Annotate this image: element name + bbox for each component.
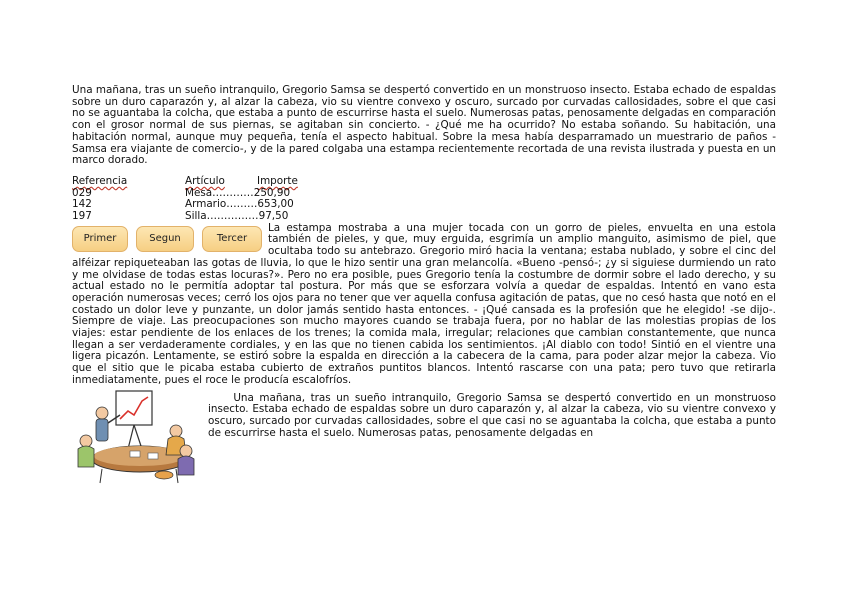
third-button[interactable]: Tercer (202, 226, 262, 252)
cell-amount: 250,90 (253, 186, 291, 199)
table-row (72, 211, 302, 223)
header-reference: Referencia (72, 174, 128, 187)
first-button[interactable]: Primer (72, 226, 128, 252)
cell-ref: 029 (72, 186, 92, 199)
paragraph-1: Una mañana, tras un sueño intranquilo, Gregorio Samsa se despertó convertido en un monstruoso insecto. Estaba echado de espaldas sobre un duro caparazón y, al alzar la cabeza, vio su vientre convexo y oscuro, surcado por curvadas callosidades, sobre el que casi no se aguantaba la colcha, que estaba a punto de escurrirse hasta el suelo. Numerosas patas, penosamente delgadas en comparación con el grosor normal de sus piernas, se agitaban sin concierto. - ¿Qué me ha ocurrido? No estaba soñando. Su habitación, una habitación normal, aunque muy pequeña, tenía el aspecto habitual. Sobre la mesa había desparramado un muestrario de paños - Samsa era viajante de comercio-, y de la pared colgaba una estampa recientemente recortada de una revista ilustrada y puesta en un marco dorado. (72, 84, 776, 167)
price-table (72, 176, 302, 223)
paragraph-2: La estampa mostraba a una mujer tocada con un gorro de pieles, envuelta en una estola también de pieles, y que, muy erguida, esgrimía un amplio manguito, asimismo de piel, que ocultaba todo su antebrazo. Gregorio miró hacia la ventana; estaba nublado, y sobre el cinc del alféizar repiqueteaban las gotas de lluvia, lo que le hizo sentir una gran melancolía. «Bueno -pensó-; ¿y si siguiese durmiendo un rato y me olvidase de todas estas locuras?». Pero no era posible, pues Gregorio tenía la costumbre de dormir sobre el lado derecho, y su actual estado no le permitía adoptar tal postura. Por más que se esforzara volvía a quedar de espaldas. Intentó en vano esta operación numerosas veces; cerró los ojos para no tener que ver aquella confusa agitación de patas, que no cesó hasta que notó en el costado un dolor leve y punzante, un dolor jamás sentido hasta entonces. - ¡Qué cansada es la profesión que he elegido! -se dijo-. Siempre de viaje. Las preocupaciones son mucho mayores cuando se trabaja fuera, por no hablar de las molestias propias de los viajes: estar pendiente de los enlaces de los trenes; la comida mala, irregular; relaciones que cambian constantemente, que nunca llegan a ser verdaderamente cordiales, y en las que no tienen cabida los sentimientos. ¡Al diablo con todo! Sintió en el vientre una ligera picazón. Lentamente, se estiró sobre la espalda en dirección a la cabecera de la cama, para poder alzar mejor la cabeza. Vio que el sitio que le picaba estaba cubierto de extraños puntitos blancos. Intentó rascarse con una pata; pero tuvo que retirarla inmediatamente, pues el roce le producía escalofríos. (72, 221, 776, 386)
header-article: Artículo (185, 174, 225, 187)
header-amount: Importe (257, 174, 298, 187)
meeting-clipart-icon (72, 389, 200, 487)
document-page (72, 85, 776, 487)
cell-item-amount (185, 211, 302, 223)
meeting-illustration (72, 389, 200, 487)
cell-ref: 197 (72, 210, 92, 223)
paragraph-3: Una mañana, tras un sueño intranquilo, Gregorio Samsa se despertó convertido en un monstruoso insecto. Estaba echado de espaldas sobre un duro caparazón y, al alzar la cabeza, vio su vientre convexo y oscuro, surcado por curvadas callosidades, sobre el que casi no se aguantaba la colcha, que estaba a punto de escurrirse hasta el suelo. Numerosas patas, penosamente delgadas en (208, 391, 776, 439)
cell-item: Mesa………… (185, 186, 254, 199)
cell-amount: 653,00 (257, 198, 294, 211)
cell-item: Silla…………… (185, 210, 259, 223)
cell-ref: 142 (72, 198, 92, 211)
cell-item: Armario……… (185, 198, 258, 211)
button-group (72, 226, 262, 252)
second-button[interactable]: Segun (136, 226, 194, 252)
cell-amount: 97,50 (258, 210, 289, 223)
